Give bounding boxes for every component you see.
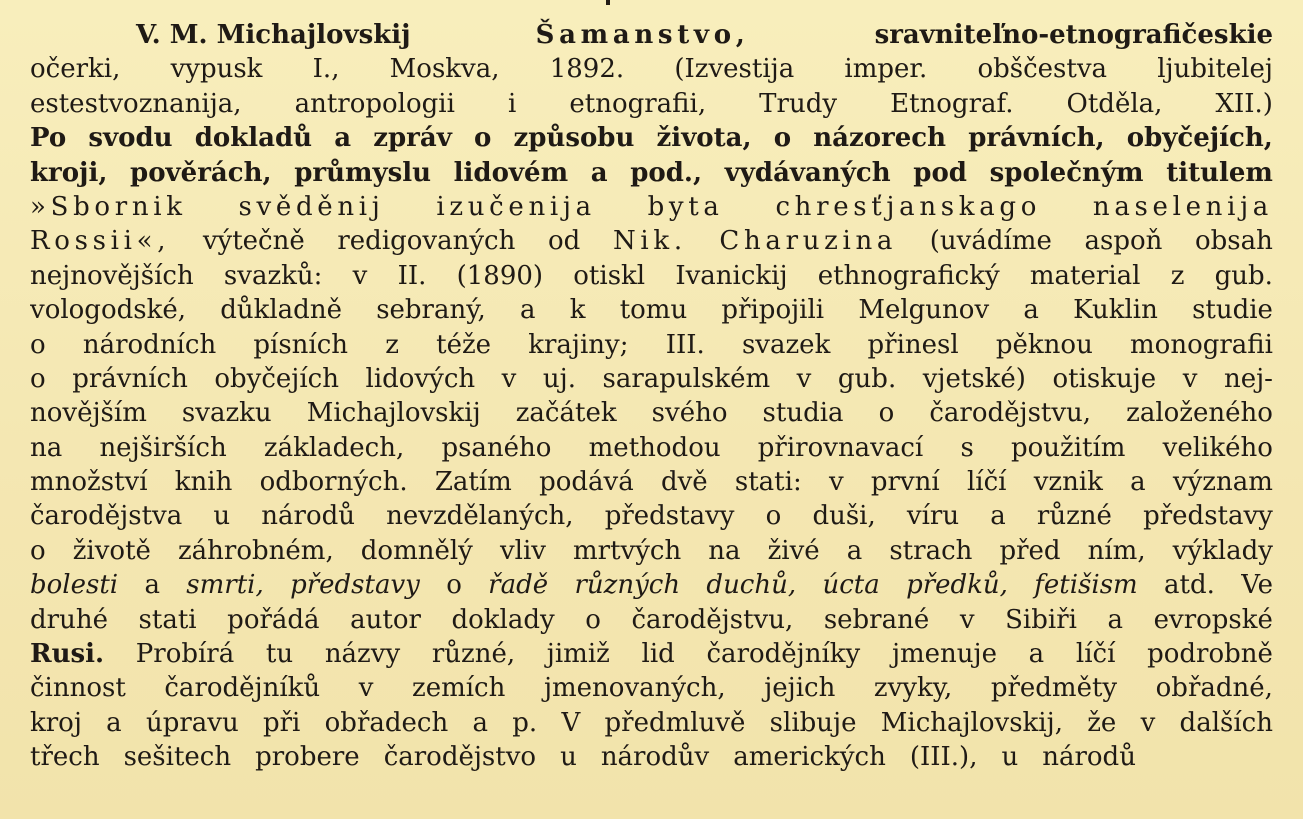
word: V — [561, 707, 581, 738]
word: první — [870, 467, 940, 498]
word: sarapulském — [602, 363, 771, 394]
word: knih — [174, 467, 233, 498]
word: chresťjanskago — [775, 191, 1042, 222]
word: Rusi. — [30, 639, 105, 670]
word: »Sbornik — [30, 191, 187, 222]
word: Melgunov — [858, 295, 990, 326]
word: dokladů — [194, 123, 313, 154]
word: použitím — [1010, 432, 1126, 463]
word: u — [560, 742, 577, 773]
word: (1890) — [456, 260, 544, 291]
word: Zatím — [434, 467, 512, 498]
word: představy — [290, 570, 420, 601]
word: názvy — [324, 639, 401, 670]
word: výtečně — [202, 226, 305, 257]
word: pod — [913, 157, 967, 188]
word: svazek — [741, 329, 831, 360]
word: Ivanickij — [675, 260, 788, 291]
text-line — [30, 431, 1273, 465]
word: sešitech — [123, 742, 232, 773]
word: stati: — [734, 467, 802, 498]
word: atd. — [1164, 570, 1215, 601]
word: svazků: — [223, 260, 323, 291]
word: obsah — [1195, 226, 1273, 257]
word: Sibiři — [1005, 604, 1077, 635]
word: amerických — [733, 742, 886, 773]
text-line — [30, 190, 1273, 224]
word: strach — [889, 535, 973, 566]
word: Otděla, — [1066, 88, 1163, 119]
word: p. — [512, 707, 538, 738]
word: v — [501, 363, 517, 394]
word: slibuje — [769, 707, 857, 738]
word: názorech — [813, 123, 947, 154]
word: o — [30, 535, 46, 566]
word: na — [30, 432, 63, 463]
word: a — [144, 570, 160, 601]
word: o — [446, 570, 462, 601]
word: krajiny; — [528, 329, 629, 360]
word: jmenovaných, — [543, 673, 726, 704]
word: a — [106, 707, 122, 738]
word: v — [1140, 707, 1156, 738]
word: s — [960, 432, 974, 463]
word: a — [1107, 604, 1124, 635]
word: (Izvestija — [674, 54, 795, 85]
word: I., — [312, 54, 340, 85]
word: lid — [641, 639, 675, 670]
word: fetišism — [1034, 570, 1138, 601]
word: jejich — [764, 673, 836, 704]
word: imper. — [844, 54, 928, 85]
word: právních — [72, 363, 188, 394]
word: úcta — [822, 570, 880, 601]
word: nej- — [1223, 363, 1273, 394]
word: V. M. Michajlovskij — [136, 20, 411, 50]
word: líčí — [966, 467, 1007, 498]
word: v — [1182, 363, 1198, 394]
word: o — [473, 123, 492, 154]
word: bolesti — [30, 570, 119, 601]
word: písních — [253, 329, 349, 360]
word: velikého — [1162, 432, 1273, 463]
word: psaného — [441, 432, 552, 463]
word: a — [990, 501, 1006, 532]
word: jmenuje — [891, 639, 997, 670]
text-line — [30, 396, 1273, 430]
word: (III.), — [909, 742, 978, 773]
word: Ve — [1241, 570, 1273, 601]
word: víru — [906, 501, 960, 532]
text-line — [30, 637, 1273, 671]
text-line — [30, 499, 1273, 533]
word: svěděnij — [238, 191, 385, 222]
word: mrtvých — [573, 535, 682, 566]
word: odborných. — [259, 467, 408, 498]
word: estestvoznanija, — [30, 88, 242, 119]
word: čarodějníků — [164, 673, 321, 704]
text-line — [30, 328, 1273, 362]
word: naselenija — [1092, 191, 1273, 222]
word: material — [1029, 260, 1141, 291]
word: (uvádíme — [929, 226, 1052, 257]
word: obyčejích — [214, 363, 339, 394]
text-line — [30, 121, 1273, 155]
word: předmluvě — [604, 707, 746, 738]
word: o — [765, 501, 782, 532]
text-line — [30, 740, 1273, 774]
text-line — [30, 18, 1273, 52]
word: smrti, — [186, 570, 264, 601]
word: z — [1170, 260, 1185, 291]
word: od — [548, 226, 581, 257]
word: Nik. — [612, 226, 687, 257]
word: vliv — [499, 535, 546, 566]
word: v — [796, 363, 812, 394]
word: a — [1028, 639, 1045, 670]
word: zpráv — [373, 123, 452, 154]
word: II. — [397, 260, 427, 291]
word: Po — [30, 123, 67, 154]
word: nejnovějších — [30, 260, 194, 291]
word: začátek — [515, 398, 617, 429]
word: vypusk — [170, 54, 263, 85]
word: o — [30, 363, 46, 394]
word: redigovaných — [337, 226, 516, 257]
word: izučenija — [436, 191, 596, 222]
word: národův — [600, 742, 710, 773]
word: sebrané — [823, 604, 930, 635]
word: jimiž — [546, 639, 610, 670]
word: novějším — [30, 398, 147, 429]
word: Šamanstvo, — [535, 20, 750, 50]
word: ethnografický — [817, 260, 1000, 291]
word: evropské — [1153, 604, 1273, 635]
text-line — [30, 259, 1273, 293]
word: Michajlovskij, — [880, 707, 1063, 738]
word: titulem — [1166, 157, 1273, 188]
word: otiskuje — [1052, 363, 1157, 394]
word: přirovnavací — [757, 432, 924, 463]
word: gub. — [1214, 260, 1273, 291]
word: svého — [651, 398, 728, 429]
text-line — [30, 534, 1273, 568]
word: a — [472, 707, 488, 738]
word: pod., — [630, 157, 703, 188]
word: uj. — [542, 363, 576, 394]
word: obščestva — [977, 54, 1108, 85]
word: tomu — [619, 295, 688, 326]
word: Moskva, — [389, 54, 500, 85]
word: čarodějníky — [706, 639, 861, 670]
word: základech, — [263, 432, 405, 463]
word: před — [999, 535, 1061, 566]
word: v — [959, 604, 975, 635]
word: činnost — [30, 673, 126, 704]
text-line — [30, 603, 1273, 637]
word: studia — [762, 398, 844, 429]
word: vydávaných — [724, 157, 891, 188]
word: sravniteľno-etnografičeskie — [874, 20, 1273, 50]
text-line — [30, 465, 1273, 499]
word: různých — [574, 570, 681, 601]
word: studie — [1192, 295, 1273, 326]
word: Probírá — [135, 639, 235, 670]
text-line — [30, 362, 1273, 396]
word: k — [569, 295, 586, 326]
word: vologodské, — [30, 295, 186, 326]
word: z — [385, 329, 399, 360]
word: předměty — [990, 673, 1118, 704]
word: antropologii — [294, 88, 455, 119]
word: různé — [1036, 501, 1112, 532]
text-line — [30, 87, 1273, 121]
word: v — [358, 673, 374, 704]
word: tu — [265, 639, 294, 670]
word: Trudy — [759, 88, 838, 119]
word: výklady — [1172, 535, 1273, 566]
word: představy — [604, 501, 735, 532]
word: stati — [138, 604, 197, 635]
word: založeného — [1126, 398, 1273, 429]
word: domnělý — [360, 535, 473, 566]
word: představy — [1143, 501, 1273, 532]
word: Kuklin — [1073, 295, 1158, 326]
word: přinesl — [867, 329, 959, 360]
word: úpravu — [145, 707, 239, 738]
word: autor — [350, 604, 421, 635]
text-line — [30, 568, 1273, 602]
word: množství — [30, 467, 148, 498]
word: o — [878, 398, 895, 429]
word: pěknou — [995, 329, 1093, 360]
word: lidovém — [453, 157, 569, 188]
word: předků, — [906, 570, 1008, 601]
word: u — [213, 501, 231, 532]
word: kroj — [30, 707, 82, 738]
word: zemích — [412, 673, 506, 704]
word: obřadech — [324, 707, 449, 738]
word: nejširších — [99, 432, 227, 463]
word: byta — [647, 191, 724, 222]
word: ljubitelej — [1157, 54, 1273, 85]
word: pověrách, — [130, 157, 272, 188]
word: záhrobném, — [177, 535, 334, 566]
word: Charuzina — [719, 226, 898, 257]
word: života, — [656, 123, 752, 154]
word: průmyslu — [294, 157, 432, 188]
word: Rossii«, — [30, 226, 171, 257]
text-line — [30, 224, 1273, 258]
word: dvě — [660, 467, 708, 498]
word: čarodějstvu, — [929, 398, 1092, 429]
word: kroji, — [30, 157, 108, 188]
word: a — [590, 157, 608, 188]
word: methodou — [588, 432, 721, 463]
word: lidových — [365, 363, 476, 394]
word: různé, — [431, 639, 516, 670]
word: právních, — [968, 123, 1105, 154]
word: druhé — [30, 604, 108, 635]
text-line — [30, 706, 1273, 740]
word: očerki, — [30, 54, 121, 85]
word: na — [708, 535, 741, 566]
word: pořádá — [227, 604, 320, 635]
word: téže — [436, 329, 492, 360]
word: dalších — [1179, 707, 1273, 738]
word: význam — [1172, 467, 1273, 498]
word: gub. — [837, 363, 897, 394]
word: třech — [30, 742, 100, 773]
word: národů — [261, 501, 355, 532]
word: obřadné, — [1155, 673, 1273, 704]
word: vznik — [1033, 467, 1103, 498]
word: důkladně — [220, 295, 342, 326]
word: probere — [255, 742, 360, 773]
word: 1892. — [549, 54, 625, 85]
text-line — [30, 52, 1273, 86]
word: svazku — [181, 398, 272, 429]
word: líčí — [1075, 639, 1116, 670]
word: svodu — [88, 123, 173, 154]
word: o — [773, 123, 792, 154]
word: doklady — [451, 604, 555, 635]
word: i — [507, 88, 517, 119]
word: zvyky, — [873, 673, 953, 704]
word: při — [262, 707, 301, 738]
word: XII.) — [1215, 88, 1273, 119]
word: aspoň — [1084, 226, 1163, 257]
word: podrobně — [1147, 639, 1273, 670]
word: vjetské) — [922, 363, 1026, 394]
word: u — [1001, 742, 1019, 773]
word: a — [1023, 295, 1039, 326]
word: a — [1130, 467, 1146, 498]
text-line — [30, 671, 1273, 705]
word: monografii — [1130, 329, 1273, 360]
word: Michajlovskij — [306, 398, 481, 429]
word: živé — [767, 535, 820, 566]
word: způsobu — [513, 123, 635, 154]
word: čarodějstvu, — [631, 604, 794, 635]
word: řadě — [488, 570, 549, 601]
word: v — [352, 260, 368, 291]
word: etnografii, — [569, 88, 707, 119]
text-line — [30, 156, 1273, 190]
word: podává — [539, 467, 634, 498]
word: životě — [72, 535, 151, 566]
word: Etnograf. — [890, 88, 1014, 119]
word: čarodějstva — [30, 501, 183, 532]
word: o — [30, 329, 46, 360]
word: III. — [665, 329, 705, 360]
word: duchů, — [706, 570, 797, 601]
word: a — [519, 295, 536, 326]
word: sebraný, — [376, 295, 486, 326]
top-ink-mark — [606, 0, 610, 5]
text-line — [30, 293, 1273, 327]
word: o — [585, 604, 601, 635]
word: a — [334, 123, 352, 154]
word: národních — [82, 329, 217, 360]
word: společným — [989, 157, 1144, 188]
word: že — [1087, 707, 1117, 738]
word: v — [828, 467, 844, 498]
word: čarodějstvo — [383, 742, 537, 773]
word: národů — [1042, 742, 1136, 773]
review-text — [30, 18, 1273, 775]
word: ním, — [1087, 535, 1146, 566]
word: duši, — [812, 501, 876, 532]
word: a — [846, 535, 863, 566]
word: obyčejích, — [1126, 123, 1273, 154]
word: otiskl — [573, 260, 646, 291]
word: připojili — [721, 295, 825, 326]
word: nevzdělaných, — [386, 501, 574, 532]
